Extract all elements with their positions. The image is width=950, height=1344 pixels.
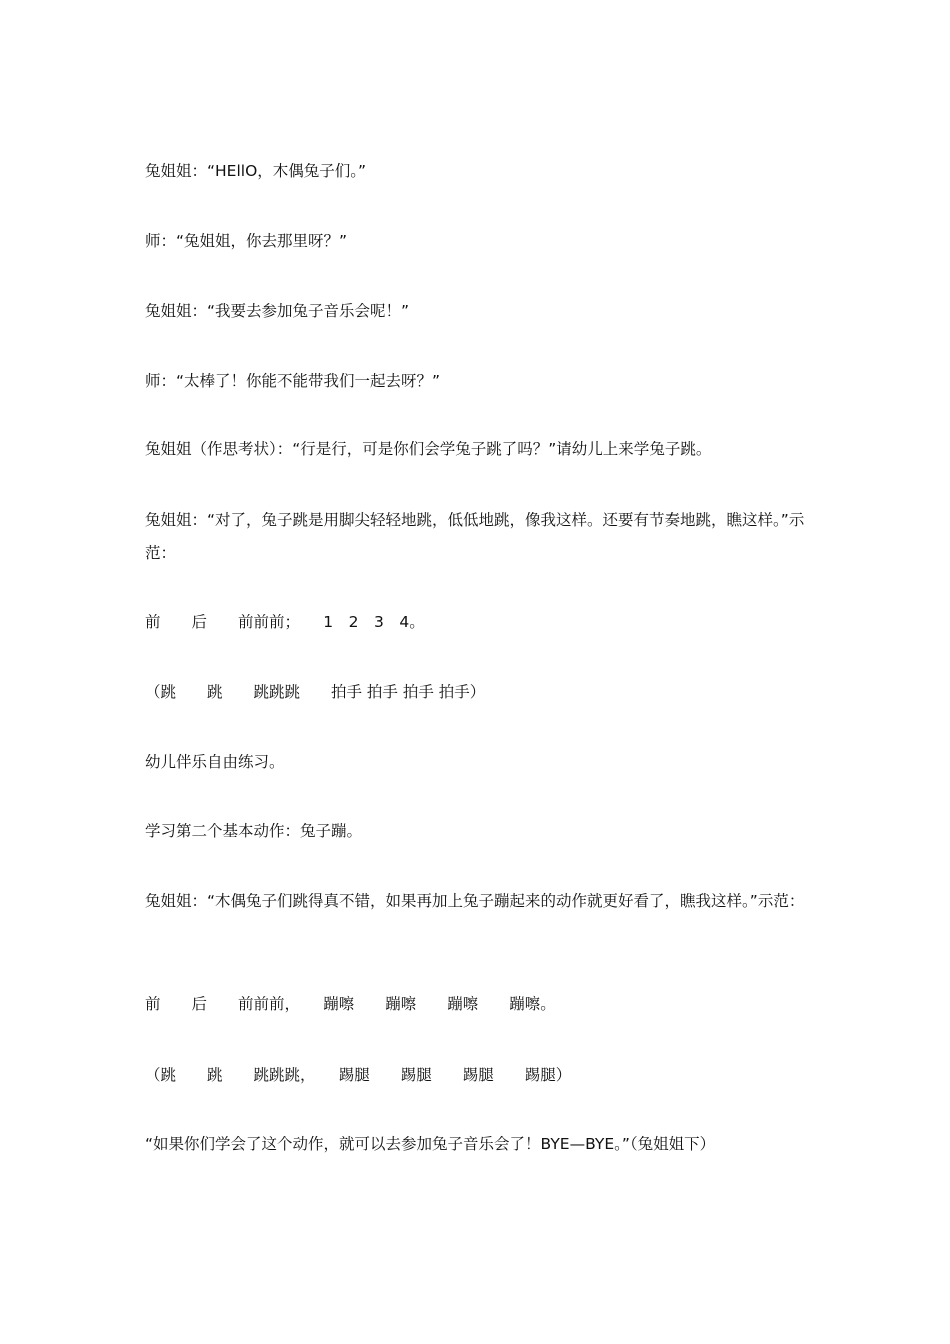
dialogue-line-4: 师：“太棒了！你能不能带我们一起去呀？” [145,372,441,390]
rhythm-line-2: 前 后 前前前， 蹦嚓 蹦嚓 蹦嚓 蹦嚓。 [145,995,556,1013]
action-line-1: （跳 跳 跳跳跳 拍手 拍手 拍手 拍手） [145,683,486,701]
dialogue-line-8: “如果你们学会了这个动作，就可以去参加兔子音乐会了！BYE—BYE。”（兔姐姐下） [145,1135,716,1153]
dialogue-line-2: 师：“兔姐姐，你去那里呀？” [145,232,348,250]
dialogue-line-5: 兔姐姐（作思考状）：“行是行，可是你们会学兔子跳了吗？”请幼儿上来学兔子跳。 [145,440,712,458]
instruction-line-2: 学习第二个基本动作：兔子蹦。 [145,822,363,840]
instruction-line-1: 幼儿伴乐自由练习。 [145,753,285,771]
dialogue-line-6: 兔姐姐：“对了，兔子跳是用脚尖轻轻地跳，低低地跳，像我这样。还要有节奏地跳，瞧这样。”示范： [145,511,805,562]
dialogue-line-3: 兔姐姐：“我要去参加兔子音乐会呢！” [145,302,410,320]
action-line-2: （跳 跳 跳跳跳， 踢腿 踢腿 踢腿 踢腿） [145,1066,572,1084]
dialogue-line-1: 兔姐姐：“HEllO，木偶兔子们。” [145,162,367,180]
rhythm-line-1: 前 后 前前前； 1 2 3 4。 [145,613,425,631]
dialogue-line-7: 兔姐姐：“木偶兔子们跳得真不错，如果再加上兔子蹦起来的动作就更好看了，瞧我这样。”示范： [145,892,805,910]
